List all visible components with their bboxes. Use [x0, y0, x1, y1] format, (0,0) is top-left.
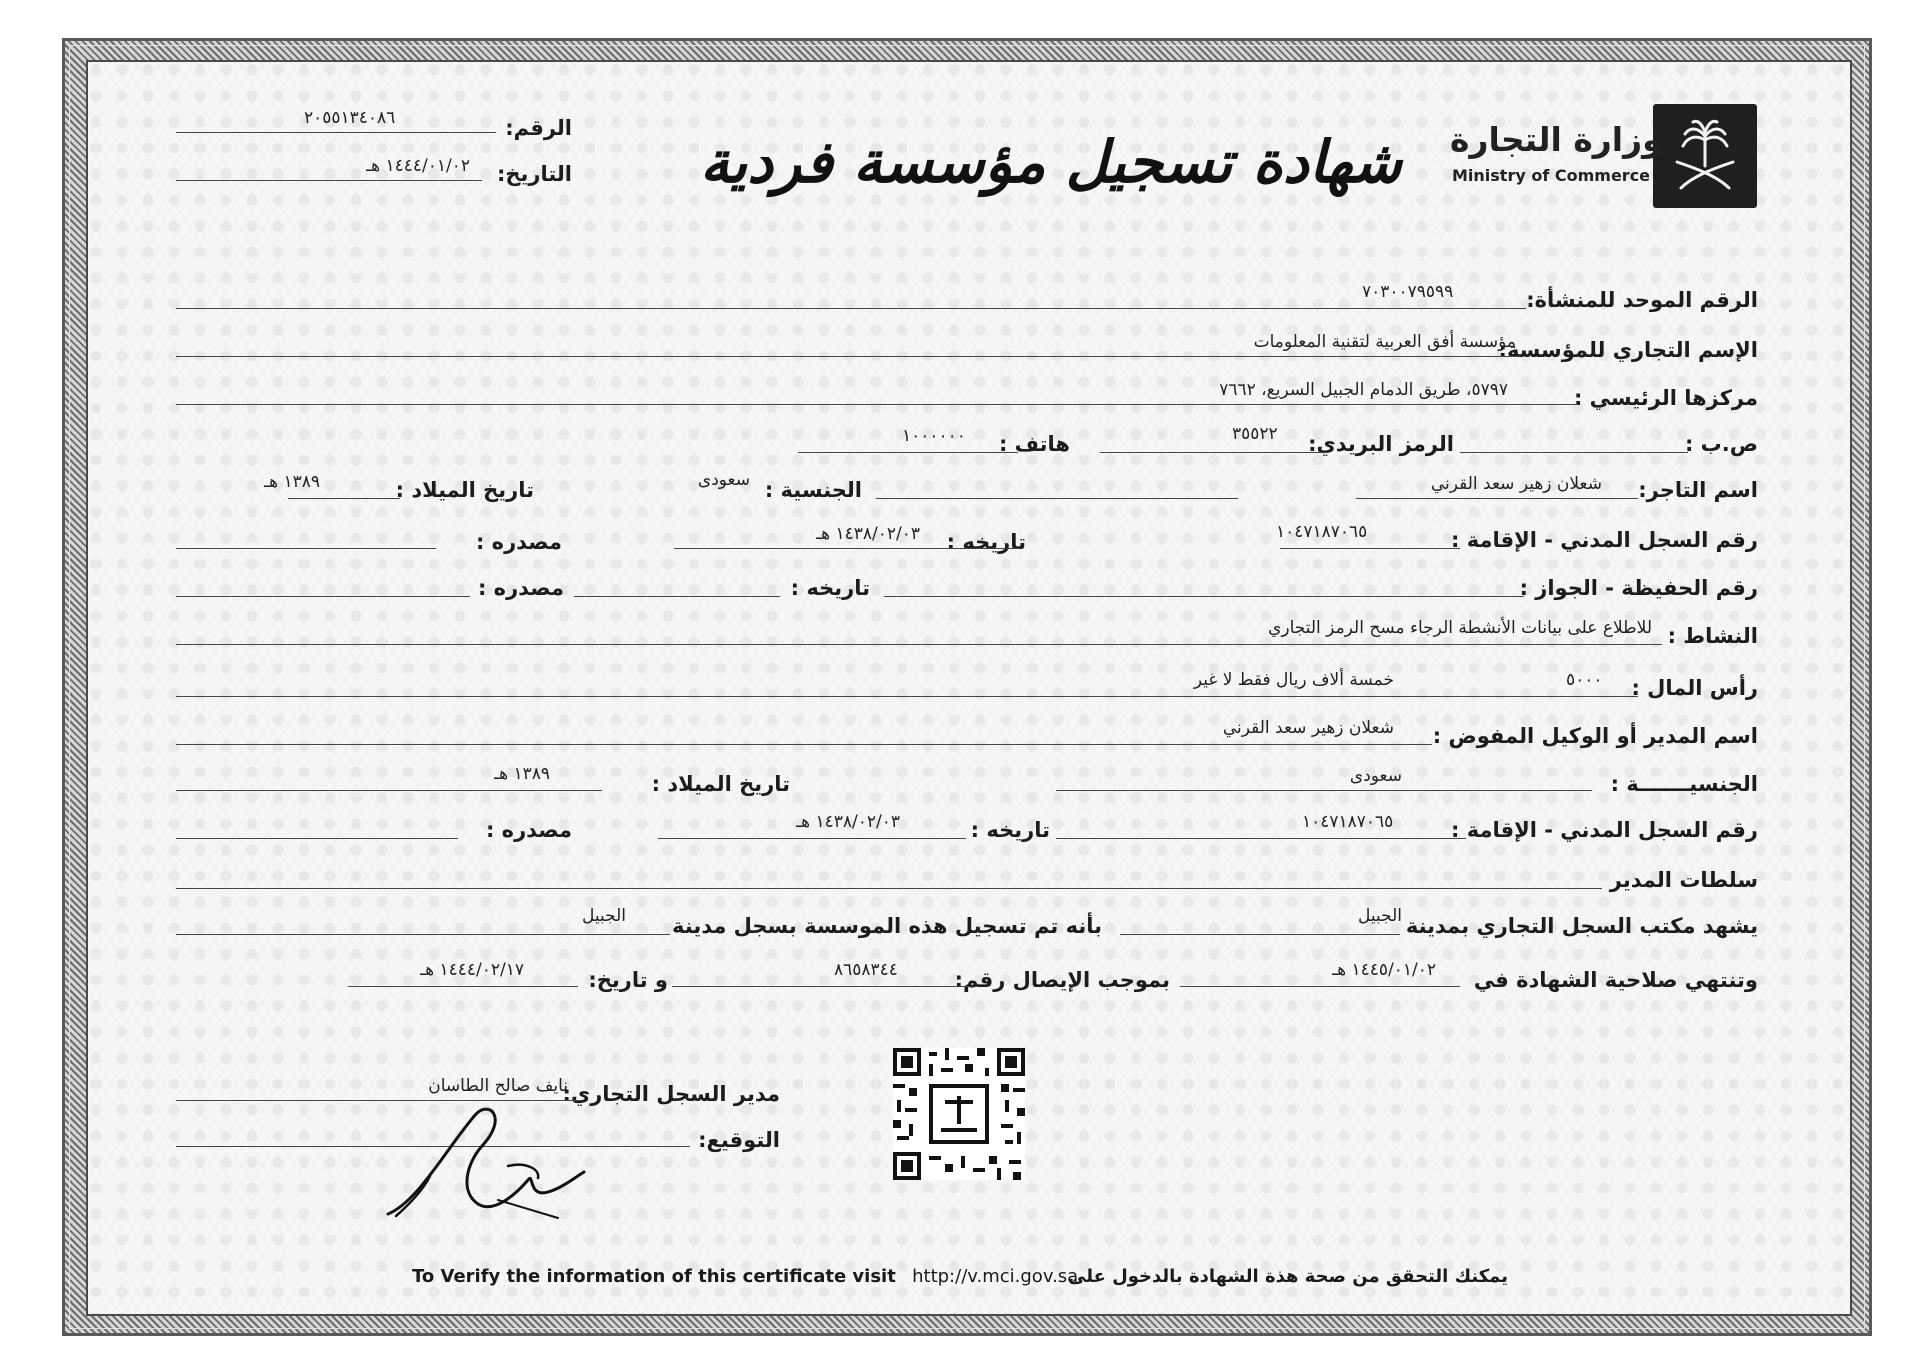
merchant-birth-value: ١٣٨٩ هـ [264, 472, 320, 492]
unified-number-line [176, 308, 1526, 309]
merchant-nationality-value: سعودى [697, 470, 750, 490]
family-card-date-line [574, 596, 780, 597]
manager-nationality-label: الجنسيـــــــة : [1610, 772, 1758, 796]
receipt-date-line [348, 986, 578, 987]
merchant-name-label: اسم التاجر: [1638, 478, 1758, 502]
civil-id-date-value: ١٤٣٨/٠٢/٠٣ هـ [816, 524, 920, 544]
attestation-text-2: بأنه تم تسجيل هذه الموسسة بسجل مدينة [672, 914, 1102, 938]
manager-name-value: شعلان زهير سعد القرني [1222, 718, 1394, 738]
manager-name-line [176, 744, 1432, 745]
receipt-value: ٨٦٥٨٣٤٤ [834, 960, 898, 980]
capital-value: ٥٠٠٠ [1566, 670, 1603, 690]
verify-text-en: To Verify the information of this certificate visit [412, 1266, 896, 1287]
postal-code-value: ٣٥٥٢٢ [1232, 424, 1278, 444]
family-card-source-label: مصدره : [477, 576, 564, 600]
manager-birth-line [176, 790, 602, 791]
qr-code[interactable] [893, 1048, 1025, 1180]
attestation-city-1-line [1120, 934, 1400, 935]
postal-code-line [1100, 452, 1328, 453]
hq-label: مركزها الرئيسي : [1573, 386, 1758, 410]
civil-id-value: ١٠٤٧١٨٧٠٦٥ [1276, 522, 1368, 542]
capital-words: خمسة ألاف ريال فقط لا غير [1193, 670, 1394, 690]
postal-code-label: الرمز البريدي: [1308, 432, 1454, 456]
trade-name-label: الإسم التجاري للمؤسسة: [1498, 338, 1758, 362]
manager-nationality-line [1056, 790, 1592, 791]
number-line [176, 132, 496, 133]
po-box-label: ص.ب : [1684, 432, 1758, 456]
activity-line [176, 644, 1662, 645]
receipt-date-label: و تاريخ: [588, 968, 668, 992]
manager-civil-source-label: مصدره : [485, 818, 572, 842]
family-card-source-line [176, 596, 470, 597]
manager-powers-label: سلطات المدير [1609, 868, 1758, 892]
civil-id-date-line [674, 548, 1020, 549]
ministry-emblem-icon [1653, 104, 1757, 208]
unified-number-label: الرقم الموحد للمنشأة: [1526, 288, 1758, 312]
expiry-line [1180, 986, 1460, 987]
manager-birth-value: ١٣٨٩ هـ [494, 764, 550, 784]
merchant-birth-label: تاريخ الميلاد : [395, 478, 534, 502]
merchant-nationality-line [876, 498, 1238, 499]
verify-url-link[interactable]: http://v.mci.gov.sa [912, 1266, 1079, 1287]
capital-label: رأس المال : [1631, 676, 1758, 700]
family-card-label: رقم الحفيظة - الجواز : [1519, 576, 1758, 600]
manager-nationality-value: سعودى [1349, 766, 1402, 786]
trade-name-line [176, 356, 1520, 357]
phone-line [798, 452, 1018, 453]
sign-label: التوقيع: [698, 1128, 780, 1152]
receipt-date-value: ١٤٤٤/٠٢/١٧ هـ [420, 960, 524, 980]
number-label: الرقم: [505, 116, 572, 140]
manager-civil-date-value: ١٤٣٨/٠٢/٠٣ هـ [796, 812, 900, 832]
phone-label: هاتف : [998, 432, 1070, 456]
manager-name-label: اسم المدير أو الوكيل المفوض : [1432, 724, 1758, 748]
verify-text-ar: يمكنك التحقق من صحة هذة الشهادة بالدخول على [1068, 1266, 1508, 1287]
trade-name-value: مؤسسة أفق العربية لتقنية المعلومات [1253, 332, 1516, 352]
merchant-name-value: شعلان زهير سعد القرني [1430, 474, 1602, 494]
date-line [176, 180, 482, 181]
merchant-birth-line [288, 498, 400, 499]
civil-id-line [1280, 548, 1460, 549]
merchant-name-line [1356, 498, 1638, 499]
manager-powers-line [176, 888, 1602, 889]
date-value: ١٤٤٤/٠١/٠٢ هـ [366, 156, 470, 176]
manager-birth-label: تاريخ الميلاد : [651, 772, 790, 796]
registrar-label: مدير السجل التجاري: [562, 1082, 780, 1106]
receipt-label: بموجب الإيصال رقم: [954, 968, 1170, 992]
number-value: ٢٠٥٥١٣٤٠٨٦ [304, 108, 396, 128]
manager-civil-source-line [176, 838, 458, 839]
date-label: التاريخ: [496, 162, 572, 186]
receipt-line [672, 986, 972, 987]
expiry-label: وتنتهي صلاحية الشهادة في [1473, 968, 1758, 992]
activity-label: النشاط : [1667, 624, 1758, 648]
po-box-line [1460, 452, 1688, 453]
civil-id-date-label: تاريخه : [946, 530, 1026, 554]
activity-value: للاطلاع على بيانات الأنشطة الرجاء مسح الرمز التجاري [1268, 618, 1652, 638]
merchant-nationality-label: الجنسية : [764, 478, 862, 502]
manager-civil-id-line [1056, 838, 1466, 839]
civil-id-source-line [176, 548, 436, 549]
attestation-city-2-line [176, 934, 670, 935]
manager-civil-id-value: ١٠٤٧١٨٧٠٦٥ [1302, 812, 1394, 832]
attestation-city-1: الجبيل [1357, 906, 1402, 926]
manager-civil-id-label: رقم السجل المدني - الإقامة : [1451, 818, 1758, 842]
registrar-name: نايف صالح الطاسان [428, 1076, 568, 1096]
manager-civil-date-label: تاريخه : [970, 818, 1050, 842]
phone-value: ١٠٠٠٠٠٠ [902, 426, 966, 446]
ministry-name-ar: وزارة التجارة [1450, 120, 1663, 159]
unified-number-value: ٧٠٣٠٠٧٩٥٩٩ [1362, 282, 1454, 302]
handwritten-signature-icon [378, 1106, 590, 1224]
civil-id-label: رقم السجل المدني - الإقامة : [1451, 528, 1758, 552]
civil-id-source-label: مصدره : [475, 530, 562, 554]
family-card-date-label: تاريخه : [790, 576, 870, 600]
capital-line [176, 696, 1638, 697]
attestation-text-1: يشهد مكتب السجل التجاري بمدينة [1405, 914, 1758, 938]
manager-civil-date-line [658, 838, 966, 839]
hq-line [176, 404, 1578, 405]
ministry-name-en: Ministry of Commerce [1452, 166, 1651, 185]
registrar-line [176, 1100, 582, 1101]
hq-value: ٥٧٩٧، طريق الدمام الجبيل السريع، ٧٦٦٢ [1219, 380, 1508, 400]
certificate-title: شهادة تسجيل مؤسسة فردية [700, 128, 1402, 196]
family-card-line [884, 596, 1524, 597]
expiry-value: ١٤٤٥/٠١/٠٢ هـ [1332, 960, 1436, 980]
attestation-city-2: الجبيل [581, 906, 626, 926]
